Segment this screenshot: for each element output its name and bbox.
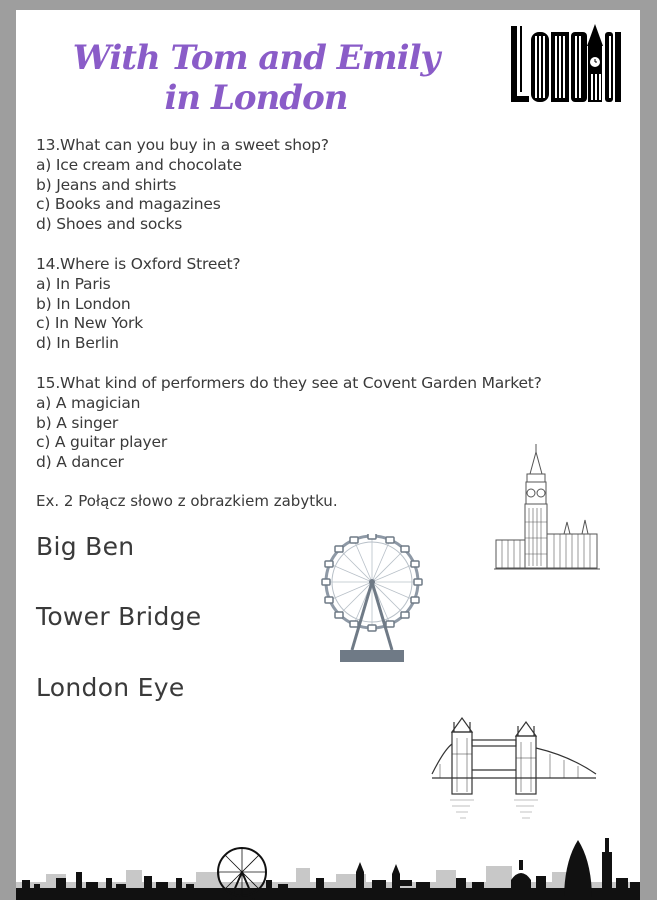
answer-option: c) In New York: [36, 314, 143, 333]
worksheet-page: [16, 10, 640, 900]
question-text: 14.Where is Oxford Street?: [36, 255, 241, 273]
question-14: [36, 255, 240, 354]
answer-option: a) In Paris: [36, 274, 111, 293]
question-13: [36, 136, 329, 235]
tower-bridge-image: [430, 714, 600, 824]
exercise-instruction: Ex. 2 Połącz słowo z obrazkiem zabytku.: [36, 492, 338, 510]
word-london-eye: London Eye: [36, 673, 185, 702]
worksheet-title: With Tom and Emily in London: [72, 38, 440, 118]
answer-option: c) A guitar player: [36, 433, 167, 452]
question-15: [36, 374, 542, 473]
london-logo: [509, 22, 621, 104]
word-big-ben: Big Ben: [36, 532, 135, 561]
answer-option: d) Shoes and socks: [36, 215, 183, 234]
answer-option: b) Jeans and shirts: [36, 175, 177, 194]
answer-option: a) A magician: [36, 393, 141, 412]
london-skyline-image: [16, 822, 640, 900]
answer-option: a) Ice cream and chocolate: [36, 155, 242, 174]
answer-option: b) A singer: [36, 413, 119, 432]
big-ben-image: [494, 442, 600, 574]
answer-option: c) Books and magazines: [36, 195, 221, 214]
answer-option: b) In London: [36, 294, 131, 313]
answer-option: d) In Berlin: [36, 334, 119, 353]
word-tower-bridge: Tower Bridge: [36, 602, 202, 631]
question-text: 15.What kind of performers do they see at Covent Garden Market?: [36, 374, 542, 392]
answer-option: d) A dancer: [36, 453, 124, 472]
question-text: 13.What can you buy in a sweet shop?: [36, 136, 329, 154]
london-eye-image: [316, 534, 428, 666]
